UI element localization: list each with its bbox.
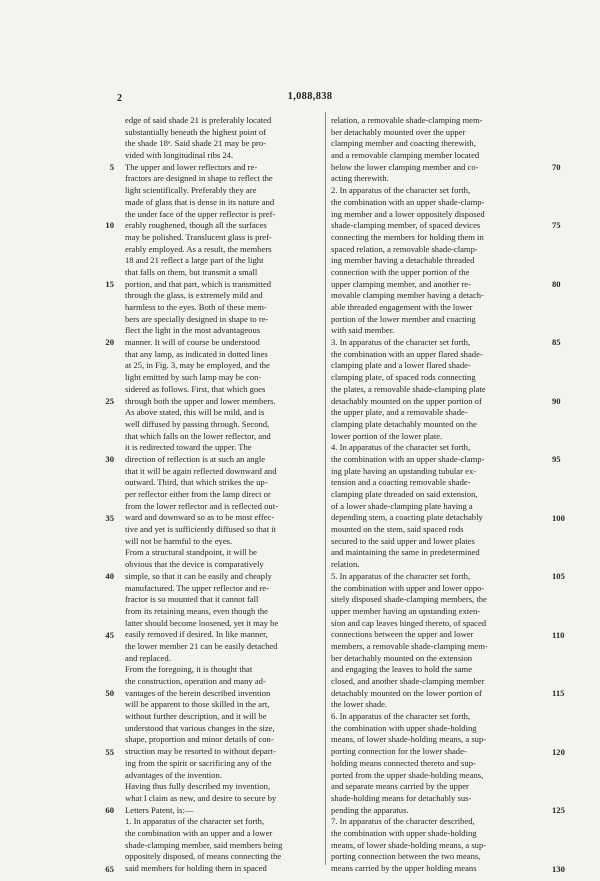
text-line: ing member having a detachable threaded: [331, 255, 475, 266]
text-line: upper clamping member, and another re-: [331, 278, 471, 289]
text-line: and a removable clamping member located: [331, 150, 480, 161]
text-line: and maintaining the same in predetermined: [331, 547, 480, 558]
text-line: shade-clamping member, said members being: [125, 839, 283, 850]
text-line: edge of said shade 21 is preferably located: [125, 115, 272, 125]
text-line: ing from the spirit or sacrificing any of the: [125, 757, 272, 768]
text-line: erably roughened, though all the surfaces: [125, 220, 267, 231]
line-number: 100: [552, 512, 565, 523]
text-line: vided with longitudinal ribs 24.: [125, 150, 234, 161]
text-line: at 25, in Fig. 3, may be employed, and the: [125, 360, 270, 371]
text-line: may be polished. Translucent glass is pref-: [125, 231, 272, 242]
text-line: 18 and 21 reflect a large part of the light: [125, 255, 264, 266]
text-line: through both the upper and lower members.: [125, 395, 276, 406]
text-line: movable clamping member having a detach-: [331, 290, 484, 301]
text-line: acting therewith.: [331, 173, 389, 184]
line-number: 60: [105, 805, 114, 816]
text-line: it is redirected toward the upper. The: [125, 442, 252, 453]
text-line: means, of lower shade-holding means, a sup-: [331, 839, 487, 850]
line-number: 90: [552, 395, 561, 406]
text-line: ing member and a lower oppositely disposed: [331, 208, 485, 219]
text-line: the lower member 21 can be easily detached: [125, 640, 278, 651]
text-line: understood that various changes in the size,: [125, 722, 275, 733]
text-line: From a structural standpoint, it will be: [125, 547, 257, 558]
text-line: from the lower reflector and is reflected out-: [125, 500, 278, 511]
text-line: the combination with upper shade-holding: [331, 722, 477, 733]
text-line: the shade 18ᵃ. Said shade 21 may be pro-: [125, 138, 267, 149]
text-line: members, a removable shade-clamping mem-: [331, 640, 488, 651]
text-line: simple, so that it can be easily and cheaply: [125, 570, 272, 581]
line-number: 15: [105, 278, 114, 289]
text-line: made of glass that is dense in its nature and: [125, 196, 275, 207]
text-line: clamping plate and a lower flared shade-: [331, 360, 471, 371]
text-line: below the lower clamping member and co-: [331, 161, 479, 172]
text-line: will not be harmful to the eyes.: [125, 535, 233, 546]
text-line: advantages of the invention.: [125, 769, 222, 780]
text-line: vantages of the herein described invention: [125, 687, 271, 698]
text-line: able threaded engagement with the lower: [331, 302, 473, 312]
line-number: 120: [552, 746, 565, 757]
text-line: secured to the said upper and lower plates: [331, 535, 475, 546]
text-line: the combination with an upper and a lower: [125, 827, 273, 838]
text-line: ward and downward so as to be most effec-: [125, 512, 275, 523]
right-text-column: [331, 115, 523, 875]
text-line: pending the apparatus.: [331, 804, 409, 815]
line-number: 70: [552, 161, 561, 172]
text-line: the under face of the upper reflector is pref-: [125, 208, 276, 219]
text-line: lower portion of the lower plate.: [331, 430, 443, 441]
text-line: and replaced.: [125, 652, 171, 663]
text-line: that falls on them, but transmit a small: [125, 266, 258, 277]
text-line: bers are specially designed in shape to re-: [125, 313, 269, 324]
text-line: manufactured. The upper reflector and re-: [125, 582, 269, 593]
patent-number: 1,088,838: [287, 91, 333, 102]
text-line: connections between the upper and lower: [331, 629, 474, 640]
page-number: 2: [117, 93, 123, 104]
text-line: the combination with an upper shade-clamp-: [331, 453, 485, 464]
text-line: shade-holding means for detachably sus-: [331, 792, 472, 803]
text-line: obvious that the device is comparatively: [125, 559, 264, 570]
left-text-column: [125, 115, 317, 875]
text-line: the combination with an upper shade-clamp-: [331, 196, 485, 207]
text-line: portion of the lower member and coacting: [331, 313, 476, 324]
text-line: clamping plate detachably mounted on the: [331, 418, 477, 429]
text-line: 2. In apparatus of the character set forth,: [331, 185, 471, 196]
text-line: 1. In apparatus of the character set forth,: [125, 816, 265, 827]
text-line: fractors are designed in shape to reflect the: [125, 173, 273, 184]
text-line: sitely disposed shade-clamping members, the: [331, 594, 487, 605]
line-number: 50: [105, 688, 114, 699]
line-number: 55: [105, 746, 114, 757]
text-line: portion, and that part, which is transmitted: [125, 278, 272, 289]
text-line: with said member.: [331, 325, 395, 336]
text-line: detachably mounted on the lower portion of: [331, 687, 482, 698]
text-line: connecting the members for holding them in: [331, 231, 484, 242]
text-line: flect the light in the most advantageous: [125, 325, 261, 336]
text-line: and separate means carried by the upper: [331, 781, 469, 792]
text-line: fractor is so mounted that it cannot fall: [125, 594, 259, 605]
line-number: 40: [105, 571, 114, 582]
line-number: 115: [552, 688, 565, 699]
text-line: direction of reflection is at such an angle: [125, 453, 266, 464]
text-line: clamping member and coacting therewith,: [331, 138, 476, 149]
text-line: 4. In apparatus of the character set forth,: [331, 442, 471, 453]
text-line: 3. In apparatus of the character set forth,: [331, 337, 471, 348]
text-line: light scientifically. Preferably they are: [125, 185, 257, 196]
text-line: sion and cap leaves hinged thereto, of spaced: [331, 617, 487, 628]
line-number: 10: [105, 220, 114, 231]
text-line: well diffused by passing through. Second,: [125, 418, 270, 429]
text-line: Letters Patent, is:—: [125, 804, 194, 815]
line-number: 20: [105, 337, 114, 348]
line-number: 30: [105, 454, 114, 465]
text-line: what I claim as new, and desire to secure by: [125, 792, 277, 803]
text-line: The upper and lower reflectors and re-: [125, 161, 258, 172]
text-line: through the glass, is extremely mild and: [125, 290, 263, 301]
line-number: 95: [552, 454, 561, 465]
line-number: 130: [552, 863, 565, 874]
text-line: ber detachably mounted on the extension: [331, 652, 473, 663]
text-line: holding means connected thereto and sup-: [331, 757, 476, 768]
text-line: that any lamp, as indicated in dotted lines: [125, 348, 268, 359]
text-line: ing plate having an upstanding tubular ex-: [331, 465, 477, 476]
text-line: and engaging the leaves to hold the same: [331, 664, 473, 675]
text-line: without further description, and it will be: [125, 711, 267, 722]
text-line: per reflector either from the lamp direct or: [125, 489, 271, 499]
text-line: manner. It will of course be understood: [125, 337, 260, 348]
text-line: tension and a coacting removable shade-: [331, 477, 471, 488]
line-number: 80: [552, 278, 561, 289]
text-line: easily removed if desired. In like manner,: [125, 629, 268, 640]
line-number: 5: [109, 161, 114, 172]
text-line: will be apparent to those skilled in the art,: [125, 699, 270, 710]
text-line: the combination with upper and lower oppo-: [331, 582, 485, 593]
text-line: 6. In apparatus of the character set forth,: [331, 711, 471, 722]
text-line: shade-clamping member, of spaced devices: [331, 220, 481, 231]
text-line: the combination with an upper flared shade-: [331, 348, 483, 359]
text-line: means carried by the upper holding means: [331, 863, 477, 873]
text-line: harmless to the eyes. Both of these mem-: [125, 302, 267, 312]
text-line: As above stated, this will be mild, and is: [125, 407, 265, 418]
text-line: 5. In apparatus of the character set forth,: [331, 570, 471, 581]
line-number: 25: [105, 395, 114, 406]
line-number: 75: [552, 220, 561, 231]
text-line: porting connection between the two means,: [331, 851, 481, 862]
text-line: relation, a removable shade-clamping mem-: [331, 115, 483, 125]
text-line: said members for holding them in spaced: [125, 863, 267, 873]
text-line: relation.: [331, 559, 360, 570]
line-number: 65: [105, 863, 114, 874]
text-line: porting connection for the lower shade-: [331, 746, 467, 757]
text-line: means, of lower shade-holding means, a sup-: [331, 734, 487, 745]
text-line: spaced relation, a removable shade-clamp-: [331, 243, 478, 254]
text-line: detachably mounted on the upper portion of: [331, 395, 482, 406]
column-divider: [325, 112, 326, 865]
line-number: 125: [552, 805, 565, 816]
line-number: 105: [552, 571, 565, 582]
text-line: From the foregoing, it is thought that: [125, 664, 253, 675]
text-line: upper member having an upstanding exten-: [331, 605, 481, 616]
text-line: outward. Third, that which strikes the up-: [125, 477, 268, 488]
text-line: the construction, operation and many ad-: [125, 676, 266, 686]
text-line: connection with the upper portion of the: [331, 266, 470, 277]
text-line: ber detachably mounted over the upper: [331, 126, 466, 137]
text-line: clamping plate, of spaced rods connecting: [331, 372, 476, 383]
text-line: latter should become loosened, yet it may be: [125, 617, 279, 628]
text-line: from its retaining means, even though the: [125, 605, 268, 616]
text-line: the combination with upper shade-holding: [331, 827, 477, 838]
text-line: struction may be resorted to without depart-: [125, 746, 276, 757]
text-line: depending stem, a coacting plate detachably: [331, 512, 483, 523]
text-line: shape, proportion and minor details of con-: [125, 734, 274, 745]
line-number: 45: [105, 629, 114, 640]
text-line: light emitted by such lamp may be con-: [125, 372, 262, 383]
text-line: oppositely disposed, of means connecting the: [125, 851, 282, 862]
text-line: ported from the upper shade-holding means,: [331, 769, 484, 780]
text-line: of a lower shade-clamping plate having a: [331, 500, 473, 511]
line-number: 35: [105, 512, 114, 523]
text-line: the lower shade.: [331, 699, 388, 710]
text-line: that it will be again reflected downward and: [125, 465, 277, 476]
line-number: 85: [552, 337, 561, 348]
text-line: 7. In apparatus of the character described,: [331, 816, 475, 827]
text-line: sidered as follows. First, that which goes: [125, 383, 266, 394]
text-line: closed, and another shade-clamping member: [331, 676, 485, 686]
text-line: the upper plate, and a removable shade-: [331, 407, 468, 418]
text-line: erably employed. As a result, the members: [125, 243, 272, 254]
text-line: substantially beneath the highest point of: [125, 126, 267, 137]
text-line: tive and yet is sufficiently diffused so that it: [125, 524, 277, 535]
text-line: mounted on the stem, said spaced rods: [331, 524, 464, 535]
text-line: clamping plate threaded on said extension,: [331, 489, 478, 499]
line-number: 110: [552, 629, 565, 640]
text-line: the plates, a removable shade-clamping plate: [331, 383, 486, 394]
text-line: that which falls on the lower reflector, and: [125, 430, 271, 441]
text-line: Having thus fully described my invention,: [125, 781, 271, 792]
